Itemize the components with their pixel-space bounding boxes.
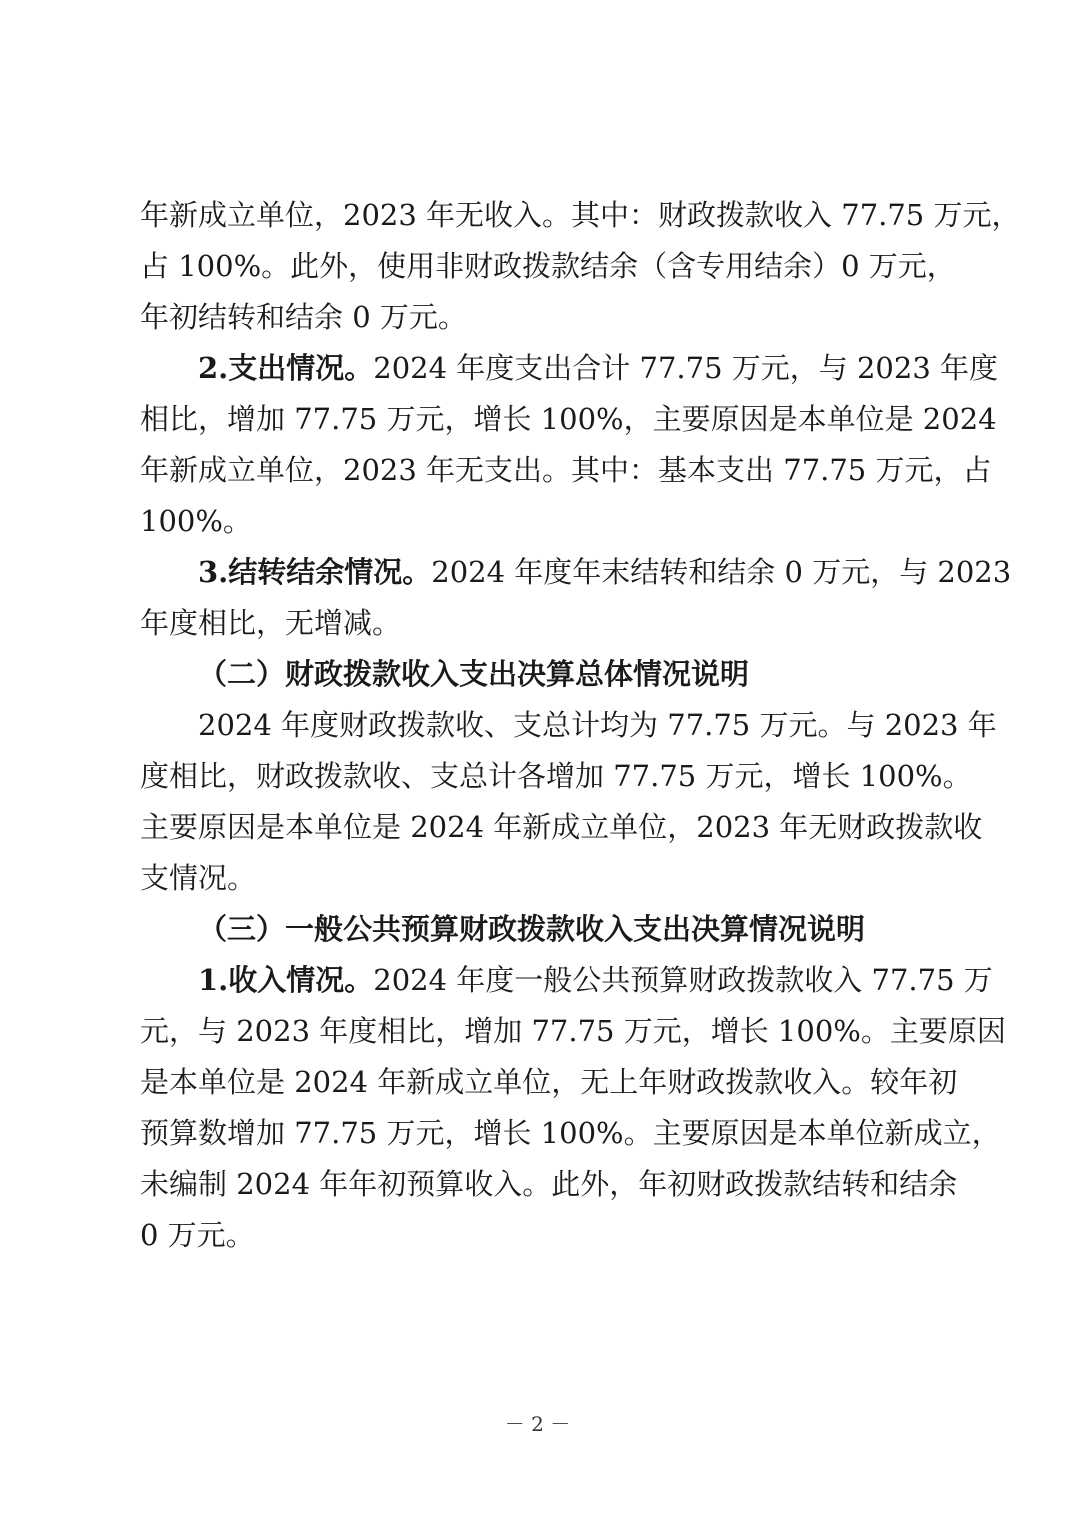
paragraph-line: 年新成立单位，2023 年无支出。其中：基本支出 77.75 万元，占 [140, 453, 992, 487]
page-number: － 2 － [504, 1412, 571, 1436]
subsection-title: 3.结转结余情况。 [198, 555, 432, 589]
subsection-title: 1.收入情况。 [198, 963, 374, 997]
paragraph-line: 预算数增加 77.75 万元，增长 100%。主要原因是本单位新成立， [140, 1116, 1001, 1150]
paragraph-line: 度相比，财政拨款收、支总计各增加 77.75 万元，增长 100%。 [140, 759, 972, 793]
paragraph-line: 2024 年度财政拨款收、支总计均为 77.75 万元。与 2023 年 [198, 708, 997, 742]
paragraph-line: 年新成立单位，2023 年无收入。其中：财政拨款收入 77.75 万元， [140, 198, 1021, 232]
body-text [140, 190, 1021, 1261]
paragraph-line [140, 955, 993, 1006]
paragraph-line: 100%。 [140, 504, 252, 538]
paragraph-line: 未编制 2024 年年初预算收入。此外，年初财政拨款结转和结余 [140, 1167, 958, 1201]
paragraph-line: 0 万元。 [140, 1218, 255, 1252]
paragraph-line: 年度相比，无增减。 [140, 606, 402, 640]
paragraph-text: 2024 年度年末结转和结余 0 万元，与 2023 [431, 555, 1012, 589]
section-heading: （三）一般公共预算财政拨款收入支出决算情况说明 [198, 912, 866, 946]
paragraph-line [140, 343, 998, 394]
paragraph-line: 是本单位是 2024 年新成立单位，无上年财政拨款收入。较年初 [140, 1065, 958, 1099]
paragraph-line: 相比，增加 77.75 万元，增长 100%，主要原因是本单位是 2024 [140, 402, 997, 436]
paragraph-text: 2024 年度支出合计 77.75 万元，与 2023 年度 [373, 351, 998, 385]
section-heading: （二）财政拨款收入支出决算总体情况说明 [198, 657, 750, 691]
paragraph-text: 2024 年度一般公共预算财政拨款收入 77.75 万 [373, 963, 993, 997]
paragraph-line: 元，与 2023 年度相比，增加 77.75 万元，增长 100%。主要原因 [140, 1014, 1006, 1048]
paragraph-line: 占 100%。此外，使用非财政拨款结余（含专用结余）0 万元， [140, 249, 956, 283]
subsection-title: 2.支出情况。 [198, 351, 374, 385]
paragraph-line: 年初结转和结余 0 万元。 [140, 300, 467, 334]
paragraph-line: 主要原因是本单位是 2024 年新成立单位，2023 年无财政拨款收 [140, 810, 983, 844]
paragraph-line [140, 547, 1012, 598]
paragraph-line: 支情况。 [140, 861, 257, 895]
